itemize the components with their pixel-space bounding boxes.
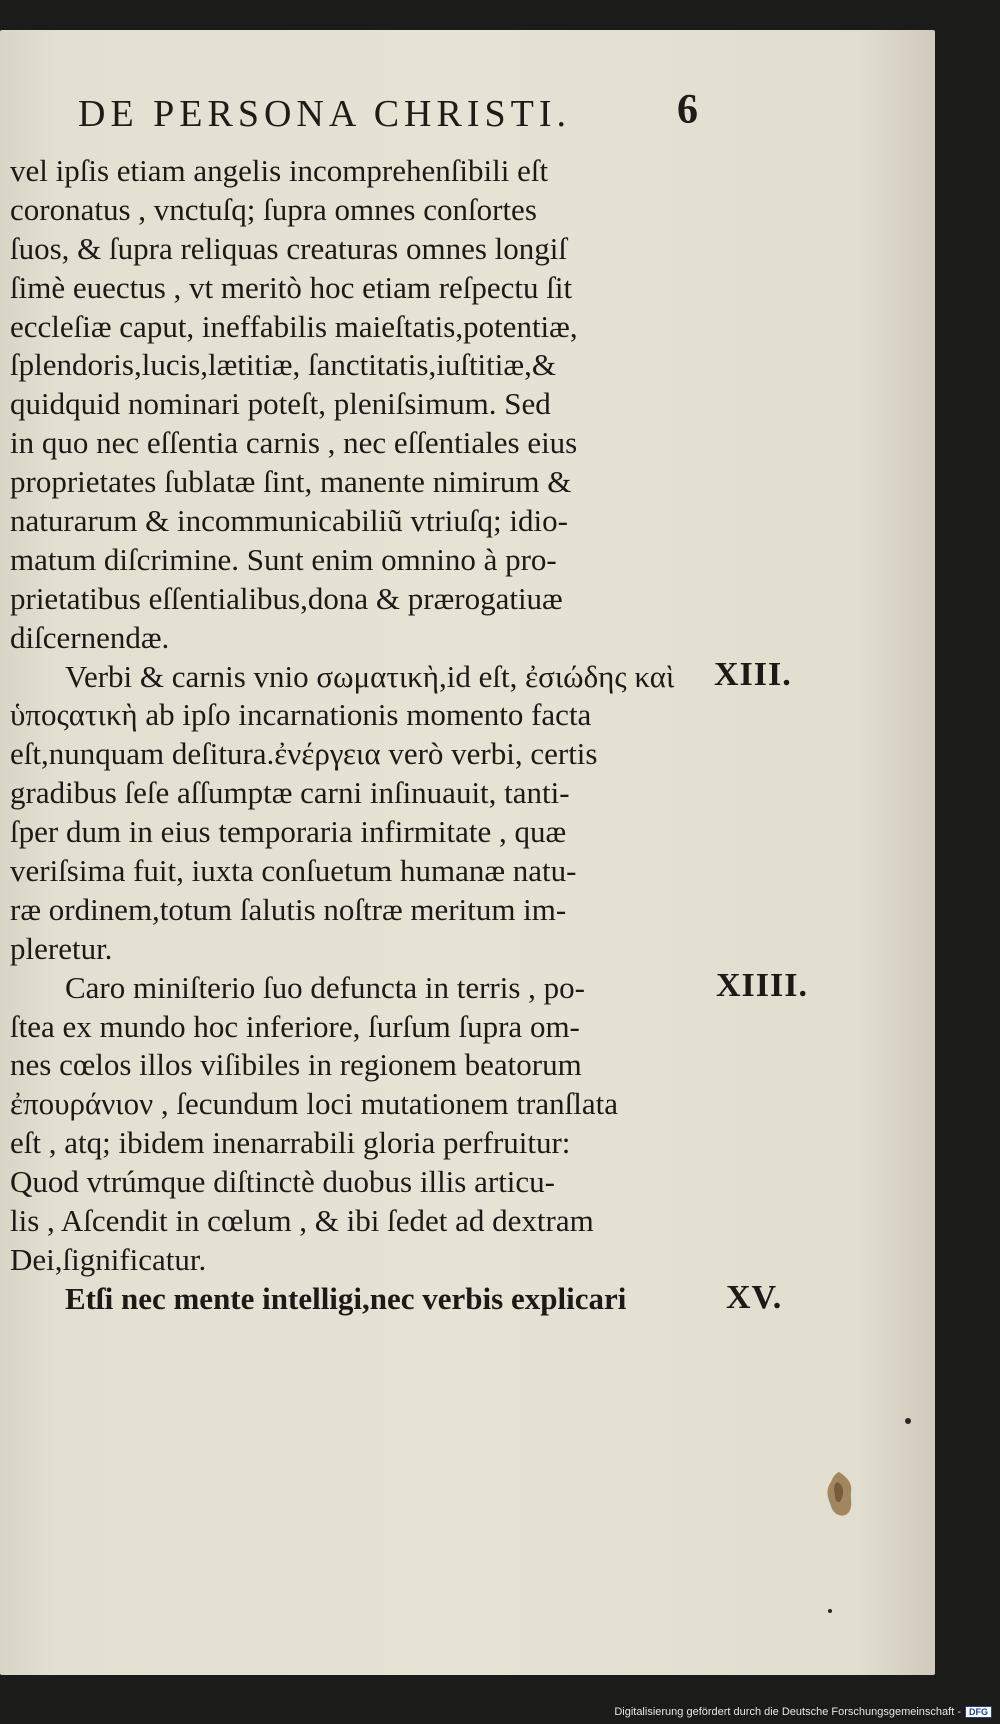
text-line: ſper dum in eius temporaria infirmitate , quæ	[10, 814, 567, 850]
body-text	[10, 152, 714, 1319]
text-line: ræ ordinem,totum ſalutis noſtræ meritum im-	[10, 891, 567, 927]
marginal-number-xv: XV.	[726, 1279, 783, 1316]
text-line: quidquid nominari poteſt, pleniſsimum. Sed	[10, 386, 551, 422]
text-line: naturarum & incommunicabiliũ vtriuſq; idio-	[10, 503, 568, 539]
ink-speck	[828, 1609, 832, 1613]
text-line: lis , Aſcendit in cœlum , & ibi ſedet ad dextram	[10, 1203, 594, 1239]
text-line: pleretur.	[10, 930, 113, 966]
digitization-credit	[614, 1704, 992, 1720]
text-line: ſplendoris,lucis,lætitiæ, ſanctitatis,iuſtitiæ,&	[10, 347, 556, 383]
footer-credit: Digitalisierung gefördert durch die Deutsche Forschungsgemeinschaft -	[614, 1706, 961, 1718]
marginal-number-xiii: XIII.	[714, 656, 792, 693]
text-line: in quo nec eſſentia carnis , nec eſſentiales eius	[10, 425, 578, 461]
text-line: ſtea ex mundo hoc inferiore, ſurſum ſupra om-	[10, 1008, 580, 1044]
text-line: ἐπουράνιον , ſecundum loci mutationem tranſlata	[10, 1086, 618, 1122]
paper-stain-icon	[823, 1470, 857, 1518]
text-line: Quod vtrúmque diſtinctè duobus illis articu-	[10, 1164, 555, 1200]
text-line: gradibus ſeſe aſſumptæ carni inſinuauit, tanti-	[10, 775, 570, 811]
paragraph-start: Caro miniſterio ſuo defuncta in terris , po-	[65, 969, 585, 1005]
text-line: ſuos, & ſupra reliquas creaturas omnes longiſ	[10, 230, 568, 266]
page-number: 6	[677, 87, 698, 133]
text-line: ὑποςατικὴ ab ipſo incarnationis momento facta	[10, 697, 592, 733]
text-line: eſt,nunquam deſitura.ἐνέργεια verò verbi, certis	[10, 736, 598, 772]
text-line: nes cœlos illos viſibiles in regionem beatorum	[10, 1047, 582, 1083]
paragraph-start: Verbi & carnis vnio σωματικὴ,id eſt, ἐσιώδης καὶ	[65, 658, 675, 694]
text-line: Dei,ſignificatur.	[10, 1241, 207, 1277]
dfg-logo-icon: DFG	[965, 1706, 992, 1718]
ink-speck	[905, 1418, 911, 1424]
text-line: matum diſcrimine. Sunt enim omnino à pro-	[10, 541, 557, 577]
text-line: prietatibus eſſentialibus,dona & prærogatiuæ	[10, 580, 563, 616]
text-line: eſt , atq; ibidem inenarrabili gloria perfruitur:	[10, 1125, 571, 1161]
header-title: DE PERSONA CHRISTI.	[78, 93, 571, 135]
running-header	[78, 87, 698, 144]
text-line: coronatus , vnctuſq; ſupra omnes conſortes	[10, 191, 537, 227]
text-line: diſcernendæ.	[10, 619, 170, 655]
paragraph-start: Etſi nec mente intelligi,nec verbis explicari	[65, 1280, 627, 1316]
text-line: ſimè euectus , vt meritò hoc etiam reſpectu ſit	[10, 269, 573, 305]
marginal-number-xiiii: XIIII.	[716, 967, 808, 1004]
text-line: proprietates ſublatæ ſint, manente nimirum &	[10, 464, 572, 500]
text-line: vel ipſis etiam angelis incomprehenſibili eſt	[10, 153, 549, 188]
text-line: eccleſiæ caput, ineffabilis maieſtatis,potentiæ,	[10, 308, 578, 344]
text-line: veriſsima fuit, iuxta conſuetum humanæ natu-	[10, 853, 577, 889]
